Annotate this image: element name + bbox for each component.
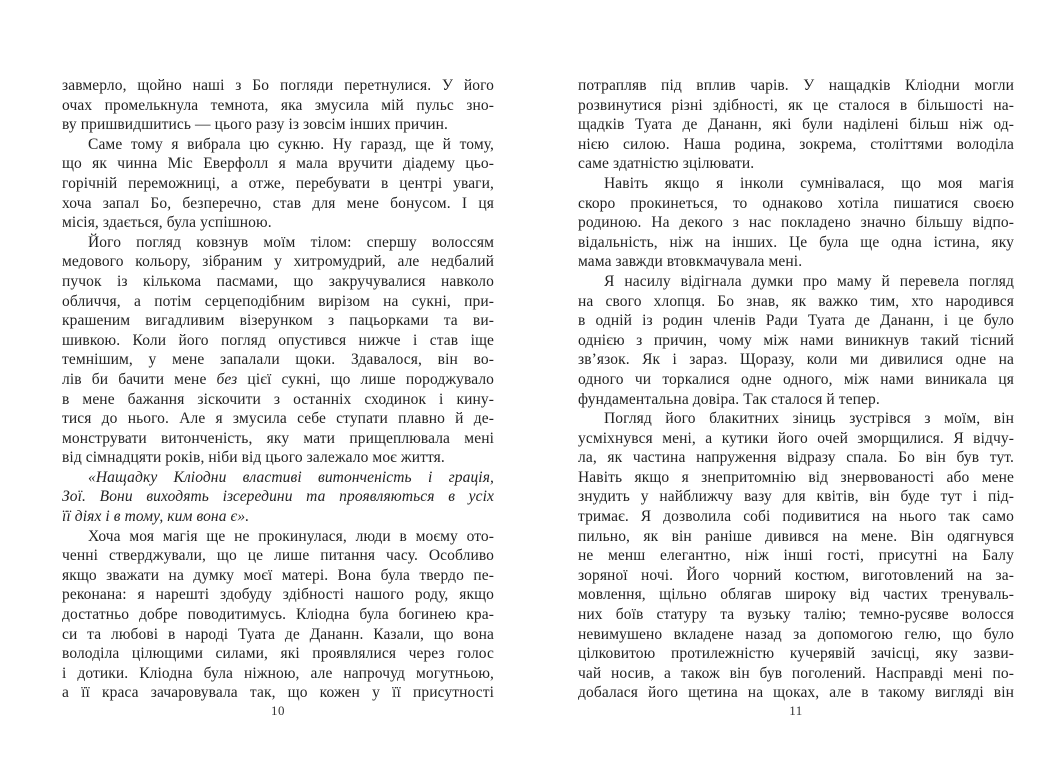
text-line: Навіть якщо я інколи сумнівалася, що моя магія — [604, 174, 1014, 192]
text-line: не менш елегантно, ніж інші гості, присутні на Балу — [578, 547, 1014, 565]
text-line: розвинутися різні здібності, як це сталося в більшості на- — [578, 96, 1014, 114]
text-line: одного чи торкалися одне одного, між нами виникала ця — [578, 370, 1014, 388]
text-line: Його погляд ковзнув моїм тілом: спершу волоссям — [88, 233, 494, 251]
text-line: щадків Туата де Дананн, які були наділені більш ніж од- — [578, 116, 1014, 134]
page-right — [578, 76, 1014, 718]
text-line: достатньо добре поводитимусь. Кліодна була богинею кра- — [62, 606, 494, 624]
text-line: Хоча моя магія ще не прокинулася, люди в моєму ото- — [88, 527, 494, 545]
text-line: володіла цілющими силами, які проявлялися через голос — [62, 645, 494, 663]
text-line: її діях і в тому, ким вона є». — [62, 508, 250, 526]
text-line: якщо зважати на думку моєї матері. Вона була твердо пе- — [62, 566, 494, 584]
text-line: темнішим, у мене запалали щоки. Здавалося, він во- — [62, 351, 494, 369]
text-line: чай носив, а також він був поголений. Насправді мені по- — [578, 664, 1014, 682]
text-line: нією силою. Наша родина, зокрема, століттями володіла — [578, 135, 1014, 153]
text-line: крашеним вигадливим візерунком з пацьорками та ви- — [62, 312, 494, 330]
page-left-text — [62, 76, 494, 703]
text-line: хоча запал Бо, безперечно, став для мене бонусом. І ця — [62, 194, 494, 212]
text-line: Погляд його блакитних зіниць зустрівся з моїм, він — [604, 410, 1014, 428]
text-line: Саме тому я вибрала цю сукню. Ну гаразд, ще й тому, — [88, 135, 494, 153]
text-line: від сімнадцяти років, ніби від цього залежало моє життя. — [62, 449, 445, 467]
text-line: ла, як частина напруження відразу спала. Бо він був тут. — [578, 449, 1014, 467]
text-line: пучок із кількома пасмами, що закручувалися навколо — [62, 272, 494, 290]
text-line: них боїв статуру та вузьку талію; темно-русяве волосся — [578, 606, 1014, 624]
text-line: Навіть якщо я знепритомнію від знервованості або мене — [578, 468, 1014, 486]
text-line: мама завжди втовкмачувала мені. — [578, 253, 803, 271]
text-line: медового кольору, зібраним у хитромудрий, але недбалий — [62, 253, 494, 271]
text-line: місія, здається, була успішною. — [62, 214, 272, 232]
text-line: відальність, ніж на інших. Це була ще одна істина, яку — [578, 233, 1014, 251]
text-line: обличчя, а потім серцеподібним вирізом на сукні, при- — [62, 292, 494, 310]
text-line: саме здатністю зцілювати. — [578, 155, 755, 173]
text-line: скоро прокинеться, то однаково хотіла пишатися своєю — [578, 194, 1014, 212]
text-line: на свого хлопця. Бо знав, як важко тим, хто народився — [578, 292, 1014, 310]
text-line: родиною. На декого з нас покладено значно більшу відпо- — [578, 214, 1014, 232]
page-number: 10 — [271, 703, 285, 718]
text-line: Зої. Вони виходять ізсередини та проявляються в усіх — [62, 488, 494, 506]
text-line: фундаментальна довіра. Так сталося й тепер. — [578, 390, 880, 408]
text-line: реконана: я нарешті здобуду здібності нашого роду, якщо — [62, 586, 494, 604]
text-line: пильно, як він раніше дивився на мене. Він одягнувся — [578, 527, 1014, 545]
text-line: монструвати витонченість, яку мати прищеплювала мені — [62, 429, 494, 447]
text-line: ченні стверджували, що це лише питання часу. Особливо — [62, 547, 494, 565]
text-line: зв’язок. Як і зараз. Щоразу, коли ми дивилися одне на — [578, 351, 1014, 369]
text-line: добалася його щетина на щоках, але в такому вигляді він — [578, 684, 1014, 702]
text-line: си та любові в народі Туата де Дананн. Казали, що вона — [62, 625, 494, 643]
text-line: Я насилу відігнала думки про маму й перевела погляд — [604, 272, 1014, 290]
text-line: шивкою. Коли його погляд опустився нижче і став іще — [62, 331, 494, 349]
text-line: ву пришвидшитись — цього разу із зовсім інших причин. — [62, 116, 448, 134]
text-line: в одній із родин членів Ради Туата де Дананн, і це було — [578, 312, 1014, 330]
text-line: мовлення, щільно облягав широку від частих тренуваль- — [578, 586, 1014, 604]
text-line: горічній переможниці, а отже, перебувати в центрі уваги, — [62, 174, 494, 192]
text-line: і дотики. Кліодна була ніжною, але напрочуд могутньою, — [62, 664, 494, 682]
page-left — [62, 76, 495, 718]
text-line: в мене бажання зіскочити з останніх сходинок і кину- — [62, 390, 494, 408]
text-line: «Нащадку Кліодни властиві витонченість і грація, — [88, 468, 494, 486]
text-line: невимушено вкладене назад за допомогою гелю, що було — [578, 625, 1014, 643]
text-line: лів би бачити мене без цієї сукні, що лише породжувало — [62, 370, 495, 388]
text-line: очах промелькнула темнота, яка змусила мій пульс зно- — [62, 96, 494, 114]
page-number: 11 — [789, 703, 803, 718]
text-line: тримає. Я дозволила собі подивитися на нього так само — [578, 508, 1014, 526]
text-line: що як чинна Міс Еверфолл я мала вручити діадему цьо- — [62, 155, 494, 173]
text-line: тися до нього. Але я змусила себе ступати плавно й де- — [62, 410, 494, 428]
text-line: потрапляв під вплив чарів. У нащадків Кліодни могли — [578, 77, 1014, 94]
text-line: цілковитою протилежністю кучерявій зачісці, яку зазви- — [578, 645, 1014, 663]
text-line: а її краса зачаровувала так, що кожен у її присутності — [62, 684, 494, 702]
text-line: знудить у найближчу вазу для квітів, він буде тут і під- — [578, 488, 1014, 506]
text-line: однією з причин, чому між нами виникнув такий тісний — [578, 331, 1014, 349]
page-right-text — [578, 76, 1014, 703]
text-line: завмерло, щойно наші з Бо погляди перетнулися. У його — [62, 77, 494, 94]
text-line: усміхнувся мені, а кутики його очей зморщилися. Я відчу- — [578, 429, 1014, 447]
text-line: зоряної ночі. Його чорний костюм, виготовлений на за- — [578, 566, 1014, 584]
